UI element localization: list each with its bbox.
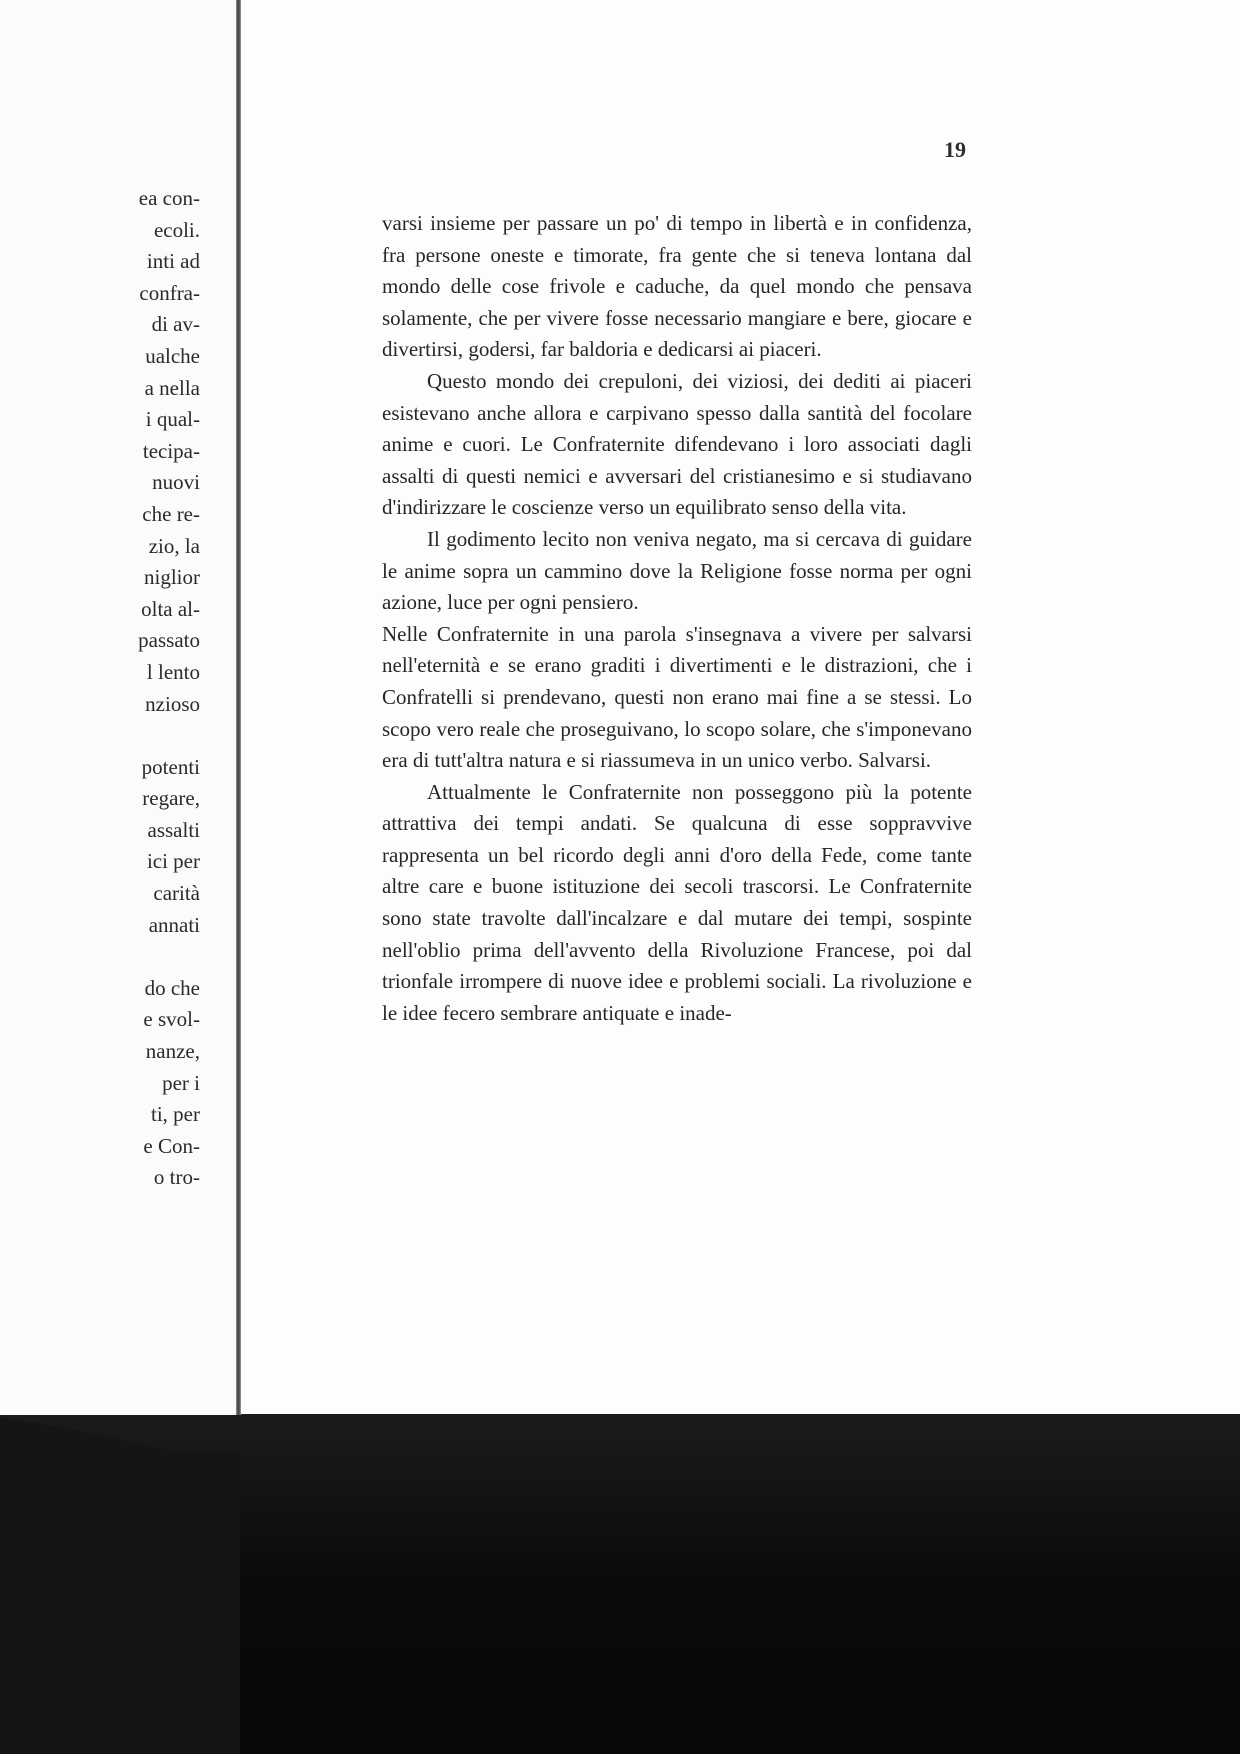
left-line: i qual- — [145, 407, 200, 432]
left-line: nanze, — [145, 1039, 200, 1064]
left-line: ici per — [146, 849, 200, 874]
left-line: tecipa- — [142, 438, 200, 463]
left-page — [0, 0, 238, 1415]
left-line: niglior — [144, 565, 200, 590]
left-line: nzioso — [145, 691, 200, 716]
left-line: e svol- — [143, 1007, 200, 1032]
left-line: a nella — [144, 375, 200, 400]
left-line: assalti — [147, 817, 200, 842]
left-line: olta al- — [141, 596, 200, 621]
left-line: ecoli. — [153, 217, 200, 242]
body-text — [382, 208, 972, 1029]
left-line: o tro- — [153, 1165, 200, 1190]
left-line — [0, 941, 238, 973]
left-line: e Con- — [143, 1133, 200, 1158]
left-line: potenti — [141, 754, 200, 779]
left-line: carità — [153, 881, 200, 906]
left-line: nuovi — [152, 470, 200, 495]
left-line: di av- — [151, 312, 200, 337]
left-page-text — [0, 183, 238, 1194]
paragraph: Questo mondo dei crepuloni, dei viziosi, dei dediti ai piaceri esistevano anche allora e carpivano spesso dalla santità del focolare anime e cuori. Le Confraternite difendevano i loro associati dagli assalti di questi nemici e avversari del cristianesimo e si studiavano d'indirizzare le coscienze verso un equilibrato senso della vita. — [382, 368, 972, 520]
paragraph: Attualmente le Confraternite non posseggono più la potente attrattiva dei tempi andati. Se qualcuna di esse soppravvive rappresenta un bel ricordo degli anni d'oro della Fede, come tante altre care e buone istituzione dei secoli trascorsi. Le Confraternite sono state travolte dall'incalzare e dal mutare dei tempi, sospinte nell'oblio prima dell'avvento della Rivoluzione Francese, poi dal trionfale irrompere di nuove idee e problemi sociali. La rivoluzione e le idee fecero sembrare antiquate e inade- — [382, 779, 972, 1025]
left-line: che re- — [142, 501, 200, 526]
left-line: confra- — [139, 280, 200, 305]
left-line: passato — [138, 628, 200, 653]
left-line: l lento — [146, 659, 200, 684]
left-line: ea con- — [138, 186, 200, 210]
left-line: zio, la — [148, 533, 200, 558]
paragraph: Il godimento lecito non veniva negato, ma si cercava di guidare le anime sopra un cammino dove la Religione fosse norma per ogni azione, luce per ogni pensiero. — [382, 526, 972, 615]
left-line: ti, per — [151, 1102, 200, 1127]
left-line — [0, 720, 238, 752]
left-line: regare, — [142, 786, 200, 811]
left-line: inti ad — [146, 249, 200, 274]
left-line: annati — [148, 912, 200, 937]
page-number: 19 — [944, 137, 966, 162]
left-line: per i — [162, 1070, 200, 1095]
left-line: ualche — [145, 343, 200, 368]
left-line: do che — [144, 975, 200, 1000]
paragraph: varsi insieme per passare un po' di tempo in libertà e in confidenza, fra persone oneste e timorate, fra gente che si teneva lontana dal mondo delle cose frivole e caduche, da quel mondo che pensava solamente, che per vivere fosse necessario mangiare e bere, giocare e divertirsi, godersi, far baldoria e dedicarsi ai piaceri. — [382, 211, 972, 362]
paragraph: Nelle Confraternite in una parola s'insegnava a vivere per salvarsi nell'eternità e se erano graditi i divertimenti e le distrazioni, che i Confratelli si prendevano, questi non erano mai fine a se stessi. Lo scopo vero reale che proseguivano, lo scopo solare, che s'imponevano era di tutt'altra natura e si riassumeva in un unico verbo. Salvarsi. — [382, 621, 972, 773]
